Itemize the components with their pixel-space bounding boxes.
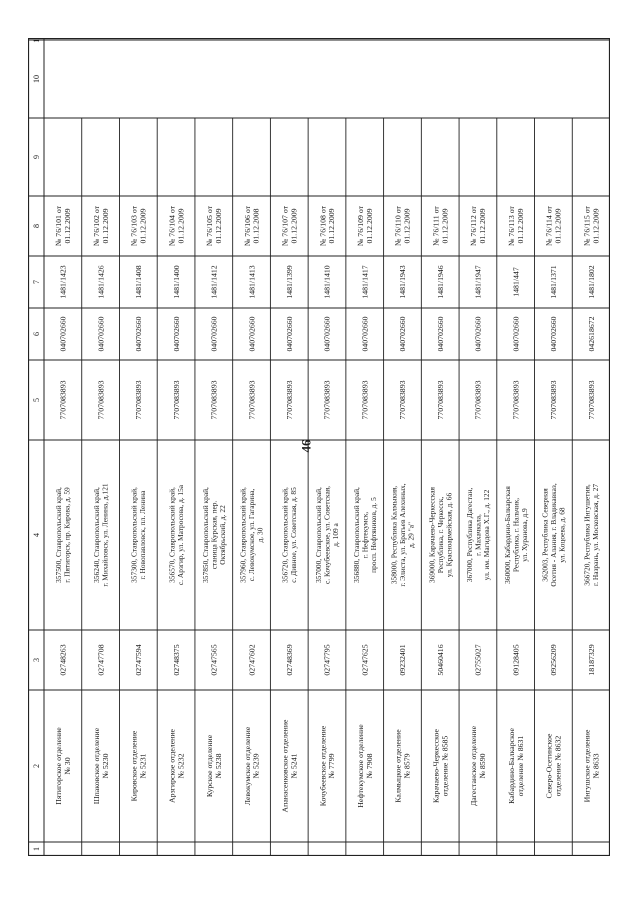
- table-cell: [540, 483, 566, 586]
- table-cell: [511, 316, 520, 351]
- table-cell-line: 357000, Ставропольский край,: [314, 487, 324, 583]
- table-cell: [503, 486, 529, 584]
- table-cell-line: 01.12.2009: [214, 208, 224, 244]
- table-cell: [92, 205, 110, 246]
- table-cell-line: 02747594: [134, 644, 144, 676]
- table-cell-line: ул. Хуранова, д.9: [519, 508, 529, 562]
- header-cell-line: 8: [31, 224, 41, 228]
- table-cell-line: 040702660: [247, 316, 257, 352]
- table-cell: [172, 316, 181, 351]
- header-cell: [32, 75, 41, 83]
- table-cell-line: 367000, Республика Дагестан,: [465, 487, 475, 583]
- table-cell: [356, 205, 374, 246]
- table-cell: [314, 486, 340, 584]
- table-cell-line: г. Элиста, ул. Братьев Алехиных,: [398, 483, 408, 587]
- header-cell: [32, 224, 41, 228]
- table-cell-line: № 8633: [591, 753, 601, 779]
- table-cell: [587, 644, 596, 675]
- header-cell-line: 9: [31, 155, 41, 159]
- table-cell: [549, 316, 558, 351]
- table-cell-line: Республика, г. Черкесск,: [435, 496, 445, 574]
- table-cell-line: 18187329: [586, 644, 596, 676]
- table-cell-line: 02747795: [322, 644, 332, 676]
- table-cell-line: Октябрьский, д. 22: [217, 505, 227, 565]
- table-cell: [545, 733, 563, 798]
- table-cell-line: 1481/1946: [435, 265, 445, 299]
- header-cell-line: 11: [31, 38, 41, 43]
- table-cell-line: № 76/109 от: [355, 205, 365, 247]
- header-cell: [32, 155, 41, 159]
- table-cell: [436, 644, 445, 675]
- table-cell: [431, 728, 449, 803]
- table-cell-line: 040702660: [209, 316, 219, 352]
- table-cell-line: 01.12.2009: [364, 208, 374, 244]
- header-cell: [32, 398, 41, 402]
- table-cell-line: 040702660: [435, 316, 445, 352]
- table-cell-line: Курское отделение: [205, 734, 215, 798]
- table-cell: [167, 729, 185, 803]
- table-cell: [474, 316, 483, 351]
- table-cell-line: с. Дивное, ул. Советская, д. 85: [289, 487, 299, 583]
- table-cell: [172, 644, 181, 675]
- table-cell-line: 7707083893: [322, 380, 332, 420]
- table-cell-line: 09232401: [398, 644, 408, 676]
- table-cell-line: 1481/1943: [398, 265, 408, 299]
- table-cell-line: 360000, Кабардино-Балкарская: [502, 486, 512, 584]
- table-cell-line: д. 109 а: [331, 523, 341, 547]
- table-cell-line: № 8579: [402, 753, 412, 779]
- table-cell: [210, 316, 219, 351]
- table-cell-line: № 76/102 от: [91, 205, 101, 247]
- table-cell: [549, 265, 558, 298]
- table-cell-line: № 76/101 от: [54, 205, 64, 247]
- table-cell: [323, 380, 332, 419]
- table-cell-line: 01.12.2009: [440, 208, 450, 244]
- table-cell-line: 356720, Ставропольский край,: [280, 487, 290, 583]
- table-cell-line: Шпаковское отделение: [91, 727, 101, 805]
- table-cell-line: 1481/1802: [586, 265, 596, 299]
- table-cell-line: Арзгирское отделение: [167, 729, 177, 803]
- table-cell-line: д. 30: [255, 527, 265, 543]
- header-cell-line: 7: [31, 280, 41, 284]
- table-cell-line: 7707083893: [360, 380, 370, 420]
- table-cell-line: 01.12.2009: [591, 208, 601, 244]
- table-cell-line: 1481/1413: [247, 265, 257, 299]
- table-cell-line: 040702660: [549, 316, 559, 352]
- table-cell-line: № 76/104 от: [167, 205, 177, 247]
- table-cell: [549, 644, 558, 675]
- table-cell-line: 02747625: [360, 644, 370, 676]
- table-cell: [587, 316, 596, 351]
- page-number: 46: [298, 439, 314, 453]
- header-cell: [32, 764, 41, 768]
- table-cell: [474, 265, 483, 298]
- table-cell-line: 040702660: [58, 316, 68, 352]
- table-cell-line: ул. Красноармейская, д. 66: [444, 492, 454, 578]
- table-cell-line: 357850, Ставропольский край,: [200, 487, 210, 583]
- table-cell-line: 042618672: [586, 316, 596, 352]
- table-cell: [507, 205, 525, 246]
- table-cell-line: 1481/1410: [322, 265, 332, 299]
- table-cell: [587, 265, 596, 298]
- table-cell: [511, 644, 520, 675]
- table-cell: [210, 644, 219, 675]
- table-cell-line: № 76/111 от: [431, 206, 441, 246]
- table-cell: [285, 316, 294, 351]
- header-cell: [32, 658, 41, 662]
- table-cell-line: № 5241: [289, 753, 299, 779]
- table-cell: [431, 206, 449, 246]
- table-cell: [96, 380, 105, 419]
- table-cell-line: 01.12.2009: [553, 208, 563, 244]
- table-cell-line: 356240, Ставропольский край,: [91, 487, 101, 583]
- table-cell-line: 7707083893: [134, 380, 144, 420]
- table-cell-line: Ингушское отделение: [582, 729, 592, 803]
- table-cell: [323, 265, 332, 298]
- table-cell: [360, 265, 369, 298]
- table-cell-line: отделение № 8585: [440, 735, 450, 797]
- table-cell-line: Калмыцкое отделение: [393, 729, 403, 803]
- table-cell-line: № 7908: [364, 753, 374, 779]
- table-cell: [398, 380, 407, 419]
- table-cell-line: № 76/115 от: [582, 206, 592, 246]
- table-cell-line: Дагестанское отделение: [469, 725, 479, 807]
- table-cell: [360, 316, 369, 351]
- table-cell: [398, 644, 407, 675]
- table-cell: [92, 727, 110, 804]
- table-cell: [469, 205, 487, 246]
- table-cell: [134, 316, 143, 351]
- table-cell: [398, 265, 407, 298]
- table-cell-line: 01.12.2009: [100, 208, 110, 244]
- table-cell-line: № 8590: [478, 753, 488, 779]
- table-cell-line: 356570, Ставропольский край,: [167, 487, 177, 583]
- table-cell: [394, 205, 412, 246]
- table-cell-line: 366720, Республика Ингушетия,: [582, 484, 592, 586]
- table-cell-line: 01.12.2009: [402, 208, 412, 244]
- table-cell: [474, 644, 483, 675]
- table-cell-line: Нефтекумское отделение: [355, 724, 365, 808]
- table-cell: [134, 380, 143, 419]
- table-cell-line: 040702660: [284, 316, 294, 352]
- table-cell-line: № 76/113 от: [506, 206, 516, 246]
- table-cell: [587, 380, 596, 419]
- table-svg: [28, 38, 610, 856]
- table-cell: [96, 265, 105, 298]
- table-cell: [356, 724, 374, 808]
- table-cell: [469, 725, 487, 806]
- table-cell: [390, 483, 416, 586]
- table-cell: [54, 487, 72, 583]
- table-cell-line: 040702660: [96, 316, 106, 352]
- table-cell-line: № 76/103 от: [129, 205, 139, 247]
- table-cell-line: 358000, Республика Калмыкия,: [389, 485, 399, 585]
- table-cell-line: № 76/112 от: [469, 206, 479, 246]
- table-cell-line: с. Левокумское, ул. Гагарина,: [247, 488, 257, 582]
- table-cell-line: Карачаево-Черкесское: [431, 728, 441, 804]
- table-cell-line: № 76/114 от: [544, 206, 554, 246]
- table-cell-line: 09256209: [549, 644, 559, 676]
- table-cell-line: 7707083893: [586, 380, 596, 420]
- table-cell: [96, 316, 105, 351]
- table-cell-line: 1481/1423: [58, 265, 68, 299]
- table-cell: [247, 265, 256, 298]
- table-cell-line: 040702660: [134, 316, 144, 352]
- table-cell: [436, 265, 445, 298]
- table-cell-line: 02747602: [247, 644, 257, 676]
- header-cell-line: 6: [31, 332, 41, 336]
- table-cell-line: Пятигорское отделение: [54, 727, 64, 805]
- table-cell-line: с. Арзгир, ул. Матросова, д. 15а: [175, 484, 185, 586]
- table-cell-line: 7707083893: [247, 380, 257, 420]
- table-cell-line: 50460416: [435, 644, 445, 676]
- table-cell-line: отделение № 8631: [515, 735, 525, 797]
- table-cell-line: Северо-Осетинское: [544, 733, 554, 799]
- header-cell: [32, 332, 41, 336]
- table-cell: [281, 719, 299, 812]
- table-cell-line: 040702660: [398, 316, 408, 352]
- table-cell: [474, 380, 483, 419]
- table-cell: [96, 644, 105, 675]
- table-cell: [285, 380, 294, 419]
- table-cell: [436, 380, 445, 419]
- table-cell: [318, 205, 336, 246]
- table-cell: [59, 316, 68, 351]
- header-cell-line: 5: [31, 398, 41, 402]
- table-cell: [130, 205, 148, 246]
- table-cell-line: ул. Коцоева, д. 68: [557, 507, 567, 563]
- table-cell: [285, 265, 294, 298]
- table-cell: [130, 730, 148, 801]
- table-cell-line: 01.12.2009: [327, 208, 337, 244]
- table-cell: [167, 484, 185, 585]
- table-cell: [210, 265, 219, 298]
- table-cell-line: г. Махачкала,: [473, 514, 483, 556]
- table-cell-line: 7707083893: [284, 380, 294, 420]
- table-cell: [134, 644, 143, 675]
- table-cell-line: 1481/1399: [284, 265, 294, 299]
- registry-table: [28, 38, 610, 856]
- table-cell: [398, 316, 407, 351]
- table-cell: [318, 725, 336, 806]
- table-cell-line: 369000, Карачаево-Черкесская: [427, 487, 437, 583]
- table-cell: [172, 265, 181, 298]
- table-cell-line: с. Кочубеевское, ул. Советская,: [322, 486, 332, 584]
- table-cell: [545, 205, 563, 246]
- table-cell: [281, 487, 299, 583]
- table-cell-line: 1481/1417: [360, 265, 370, 299]
- table-cell-line: № 76/105 от: [205, 205, 215, 247]
- table-cell-line: 02748375: [171, 644, 181, 676]
- table-cell-line: 7707083893: [58, 380, 68, 420]
- table-cell-line: Апанасенковское отделение: [280, 719, 290, 813]
- table-cell: [352, 487, 378, 583]
- table-cell-line: 09128405: [511, 644, 521, 676]
- table-cell: [507, 728, 525, 804]
- header-cell-line: 3: [31, 658, 41, 662]
- table-cell-line: 02748263: [58, 644, 68, 676]
- table-cell-line: 7707083893: [171, 380, 181, 420]
- table-cell-line: 040702660: [511, 316, 521, 352]
- table-cell: [360, 644, 369, 675]
- table-cell-line: Кировское отделение: [129, 730, 139, 802]
- table-cell-line: 7707083893: [435, 380, 445, 420]
- table-cell: [582, 484, 600, 586]
- table-cell: [243, 205, 261, 246]
- table-cell: [511, 380, 520, 419]
- table-cell-line: 01.12.2009: [63, 208, 73, 244]
- table-cell-line: г. Нефтекумск,: [360, 511, 370, 559]
- table-cell-line: 1481/1412: [209, 265, 219, 299]
- table-cell: [582, 205, 600, 246]
- table-cell-line: Кабардино-Балкарское: [506, 728, 516, 804]
- header-cell: [32, 280, 41, 284]
- table-cell: [54, 205, 72, 246]
- table-cell-line: 7707083893: [398, 380, 408, 420]
- table-cell-line: Кочубеевское отделение: [318, 725, 328, 807]
- table-cell-line: № 76/107 от: [280, 205, 290, 247]
- header-cell-line: 10: [31, 75, 41, 83]
- table-cell: [134, 265, 143, 298]
- header-cell: [32, 38, 41, 43]
- table-cell: [247, 644, 256, 675]
- table-cell-line: 02747708: [96, 644, 106, 676]
- table-cell: [59, 644, 68, 675]
- table-cell-line: 040702660: [360, 316, 370, 352]
- header-cell-line: 1: [31, 847, 41, 851]
- table-cell-line: № 5232: [176, 753, 186, 779]
- table-cell: [167, 205, 185, 246]
- table-cell-line: 040702660: [171, 316, 181, 352]
- table-cell: [323, 644, 332, 675]
- header-cell-line: 4: [31, 533, 41, 537]
- table-cell-line: д. 29 "а": [406, 521, 416, 549]
- table-cell-line: 02747565: [209, 644, 219, 676]
- table-cell-line: № 76/108 от: [318, 205, 328, 247]
- table-cell-line: 02755027: [473, 644, 483, 676]
- table-cell-line: 7707083893: [511, 380, 521, 420]
- table-cell-line: ул. им. Магидова Х.Г., д. 122: [482, 489, 492, 581]
- header-cell: [32, 847, 41, 851]
- table-cell-line: 7707083893: [96, 380, 106, 420]
- table-cell-line: г. Новопавловск, пл. Ленина: [138, 490, 148, 580]
- table-cell-line: 1481/1408: [134, 265, 144, 299]
- table-cell-line: 357960, Ставропольский край,: [238, 487, 248, 583]
- table-cell: [205, 734, 223, 797]
- table-cell: [436, 316, 445, 351]
- table-cell: [549, 380, 558, 419]
- table-cell: [201, 487, 227, 583]
- table-cell-line: № 5238: [214, 753, 224, 779]
- table-cell-line: 01.12.2009: [478, 208, 488, 244]
- table-cell-line: № 7799: [327, 753, 337, 779]
- table-cell-line: 040702660: [473, 316, 483, 352]
- table-cell: [210, 380, 219, 419]
- table-cell: [360, 380, 369, 419]
- table-cell-line: Осетия - Алания, г. Владикавказ,: [548, 483, 558, 587]
- table-cell-line: 1481/447: [511, 267, 521, 297]
- table-cell-line: 01.12.2009: [176, 208, 186, 244]
- table-cell-line: Республика, г. Нальчик,: [511, 497, 521, 573]
- table-cell-line: № 5239: [251, 753, 261, 779]
- table-cell-line: № 76/110 от: [393, 206, 403, 246]
- table-cell-line: г. Михайловск, ул. Ленина, д.121: [100, 483, 110, 587]
- table-cell: [427, 486, 453, 583]
- table-cell: [59, 380, 68, 419]
- table-cell-line: 01.12.2008: [251, 208, 261, 244]
- header-cell: [32, 533, 41, 537]
- table-cell: [247, 316, 256, 351]
- table-cell: [59, 265, 68, 298]
- table-cell-line: 01.12.2009: [138, 208, 148, 244]
- table-cell-line: Левокумское отделение: [242, 726, 252, 806]
- table-cell: [92, 483, 110, 586]
- table-cell-line: № 5230: [100, 753, 110, 779]
- table-cell-line: 1481/1400: [171, 265, 181, 299]
- table-cell-line: 362003, Республика Северная: [540, 488, 550, 582]
- table-cell-line: 7707083893: [209, 380, 219, 420]
- table-cell: [323, 316, 332, 351]
- table-cell: [239, 487, 265, 583]
- table-cell: [281, 205, 299, 246]
- table-cell-line: № 30: [63, 757, 73, 775]
- table-cell-line: 1481/1947: [473, 265, 483, 299]
- table-cell: [205, 205, 223, 246]
- table-cell: [511, 267, 520, 297]
- table-cell-line: 357500, Ставропольский край,: [54, 487, 64, 583]
- table-cell: [465, 488, 491, 583]
- table-cell-line: просп. Нефтяников, д. 5: [368, 497, 378, 573]
- table-cell: [243, 726, 261, 805]
- table-cell-line: 7707083893: [473, 380, 483, 420]
- table-cell-line: № 5231: [138, 753, 148, 779]
- table-cell: [54, 727, 72, 805]
- header-cell-line: 2: [31, 764, 41, 768]
- table-cell: [247, 380, 256, 419]
- table-cell-line: 01.12.2009: [289, 208, 299, 244]
- table-cell-line: 7707083893: [549, 380, 559, 420]
- table-cell-line: 01.12.2009: [515, 208, 525, 244]
- table-cell: [394, 729, 412, 803]
- table-cell-line: г. Назрань, ул. Московская, д. 27: [590, 483, 600, 587]
- table-cell-line: станица Курская, пер.: [209, 500, 219, 570]
- table-cell-line: 02748369: [284, 644, 294, 676]
- table-cell: [130, 487, 148, 583]
- table-cell-line: отделение № 8632: [553, 735, 563, 797]
- table-cell-line: 040702660: [322, 316, 332, 352]
- table-cell-line: г. Пятигорск, пр. Кирова, д. 59: [62, 487, 72, 583]
- table-cell: [172, 380, 181, 419]
- table-cell-line: 1481/1426: [96, 265, 106, 299]
- table-cell-line: 1481/1371: [549, 265, 559, 299]
- table-cell: [582, 729, 600, 802]
- table-cell-line: 356880, Ставропольский край,: [351, 487, 361, 583]
- table-cell-line: 357300, Ставропольский край,: [129, 487, 139, 583]
- table-cell-line: № 76/106 от: [242, 205, 252, 247]
- table-cell: [285, 644, 294, 675]
